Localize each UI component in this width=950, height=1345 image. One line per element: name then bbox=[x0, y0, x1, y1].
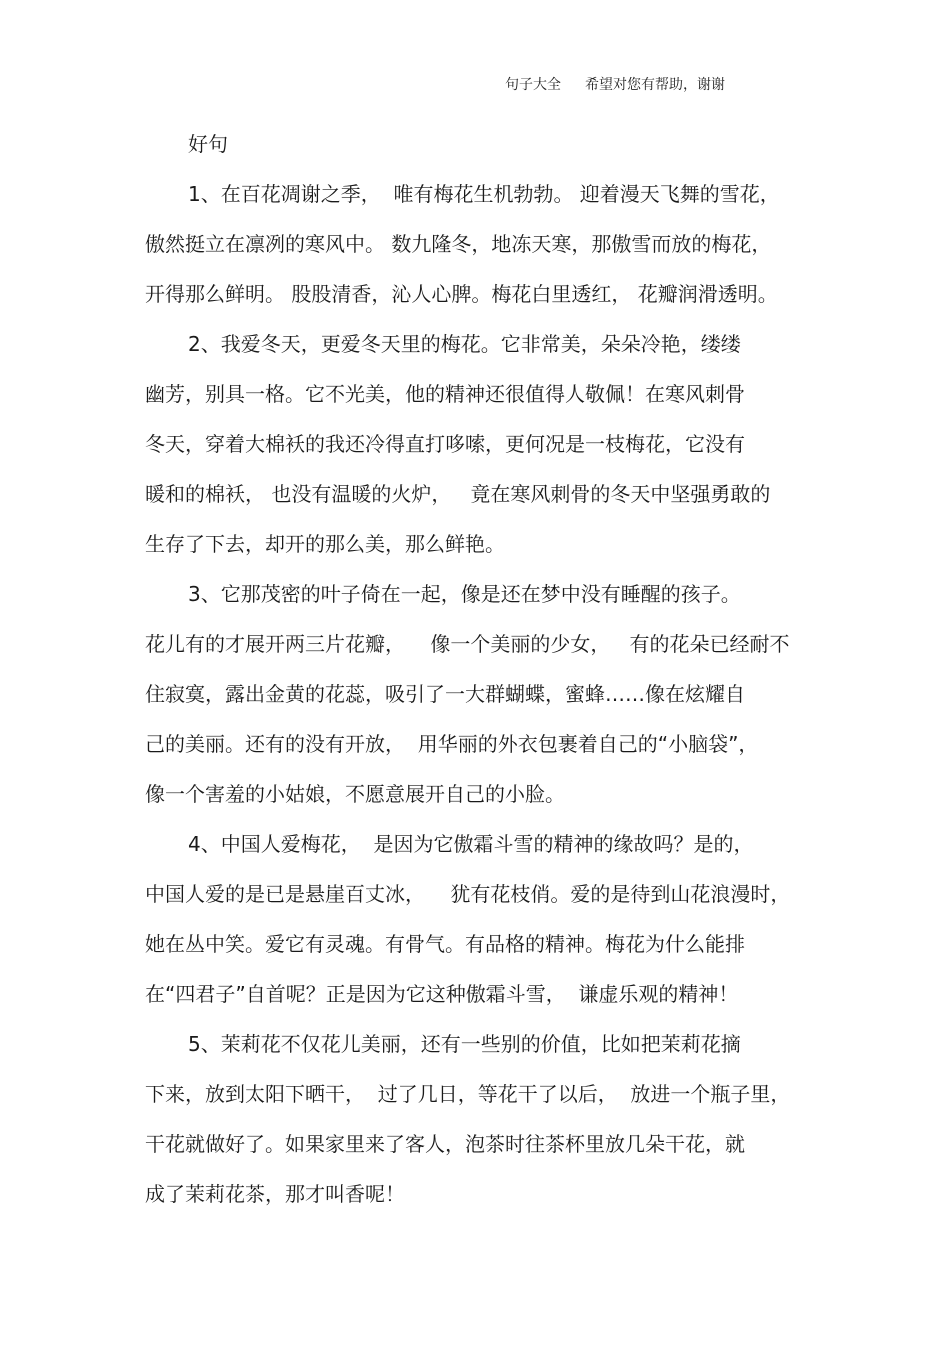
text-line-7: 暖和的棉袄， 也没有温暖的火炉， 竟在寒风刺骨的冬天中坚强勇敢的 bbox=[145, 482, 771, 506]
text-line-15: 中国人爱的是已是悬崖百丈冰， 犹有花枝俏。爱的是待到山花浪漫时， bbox=[145, 882, 791, 906]
text-line-12: 己的美丽。还有的没有开放， 用华丽的外衣包裹着自己的“小脑袋”， bbox=[145, 732, 759, 756]
text-line-19: 下来，放到太阳下晒干， 过了几日，等花干了以后， 放进一个瓶子里， bbox=[145, 1082, 791, 1106]
text-line-9: 3、它那茂密的叶子倚在一起，像是还在梦中没有睡醒的孩子。 bbox=[188, 582, 741, 606]
text-line-3: 开得那么鲜明。 股股清香，沁人心脾。梅花白里透红， 花瓣润滑透明。 bbox=[145, 282, 778, 306]
text-line-4: 2、我爱冬天，更爱冬天里的梅花。它非常美，朵朵冷艳，缕缕 bbox=[188, 332, 741, 356]
text-line-11: 住寂寞，露出金黄的花蕊，吸引了一大群蝴蝶，蜜蜂……像在炫耀自 bbox=[145, 682, 745, 706]
text-line-5: 幽芳，别具一格。它不光美，他的精神还很值得人敬佩！在寒风刺骨 bbox=[145, 382, 745, 406]
header-right-text: 希望对您有帮助，谢谢 bbox=[585, 77, 725, 93]
text-line-18: 5、茉莉花不仅花儿美丽，还有一些别的价值，比如把茉莉花摘 bbox=[188, 1032, 741, 1056]
text-line-20: 干花就做好了。如果家里来了客人，泡茶时往茶杯里放几朵干花，就 bbox=[145, 1132, 745, 1156]
text-line-16: 她在丛中笑。爱它有灵魂。有骨气。有品格的精神。梅花为什么能排 bbox=[145, 932, 745, 956]
text-line-17: 在“四君子”自首呢？正是因为它这种傲霜斗雪， 谦虚乐观的精神！ bbox=[145, 982, 739, 1006]
header-left-text: 句子大全 bbox=[505, 77, 561, 93]
text-line-8: 生存了下去，却开的那么美，那么鲜艳。 bbox=[145, 532, 505, 556]
document-title: 好句 bbox=[188, 132, 228, 156]
page-header bbox=[505, 74, 725, 94]
text-line-6: 冬天，穿着大棉袄的我还冷得直打哆嗦，更何况是一枝梅花，它没有 bbox=[145, 432, 745, 456]
text-line-1: 1、在百花凋谢之季， 唯有梅花生机勃勃。 迎着漫天飞舞的雪花， bbox=[188, 182, 780, 206]
text-line-2: 傲然挺立在凛冽的寒风中。 数九隆冬，地冻天寒，那傲雪而放的梅花， bbox=[145, 232, 772, 256]
text-line-21: 成了茉莉花茶，那才叫香呢！ bbox=[145, 1182, 405, 1206]
text-line-13: 像一个害羞的小姑娘，不愿意展开自己的小脸。 bbox=[145, 782, 565, 806]
text-line-14: 4、中国人爱梅花， 是因为它傲霜斗雪的精神的缘故吗？是的， bbox=[188, 832, 754, 856]
text-line-10: 花儿有的才展开两三片花瓣， 像一个美丽的少女， 有的花朵已经耐不 bbox=[145, 632, 790, 656]
